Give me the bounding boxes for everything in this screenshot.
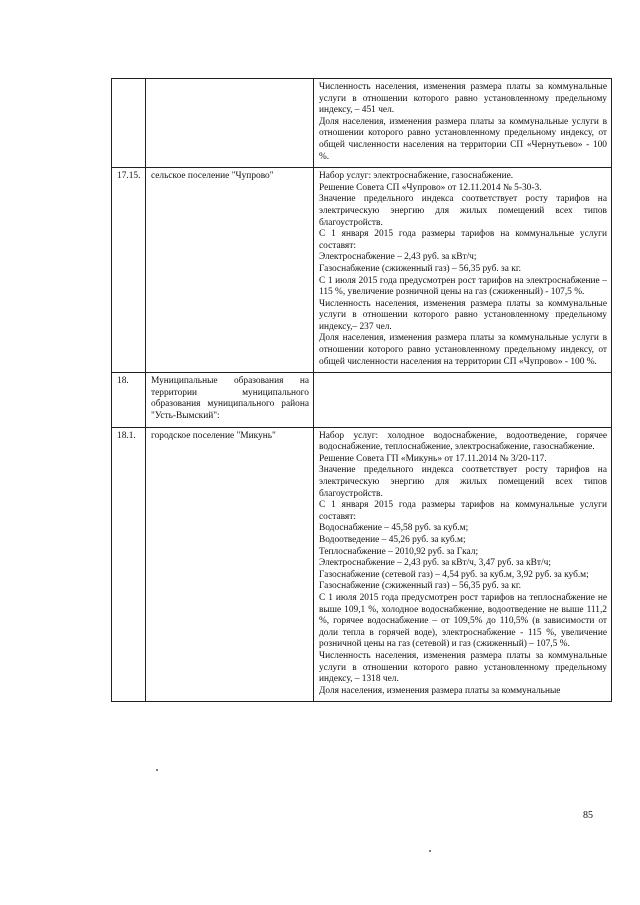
table-row [112,168,612,373]
municipality-cell: Муниципальные образования на территории муниципального образования муниципального района "Усть-Вымский": [146,373,314,427]
row-number-cell: 17.15. [112,168,146,373]
municipality-cell: сельское поселение "Чупрово" [146,168,314,373]
content-paragraph: Доля населения, изменения размера платы за коммунальные услуги в отношении которого равно установленному предельному индексу, от общей численности населения на территории СП «Чернутьево» - 100 %. [319,116,607,162]
table-body [112,79,612,702]
content-paragraph: Решение Совета ГП «Микунь» от 17.11.2014 № 3/20-117. [319,453,547,464]
content-cell [314,427,612,702]
content-paragraph: Значение предельного индекса соответствует росту тарифов на электрическую энергию для жилых помещений всех типов благоустройств. [319,465,607,499]
content-paragraph: Численность населения, изменения размера платы за коммунальные услуги в отношении которого равно установленному предельному индексу, – 1318 чел. [319,650,607,685]
content-paragraph: Доля населения, изменения размера платы за коммунальные [319,685,561,696]
row-number-cell: 18.1. [112,427,146,702]
content-paragraph: Электроснабжение – 2,43 руб. за кВт/ч, 3,47 руб. за кВт/ч; [319,558,551,569]
content-cell [314,79,612,168]
row-number-cell: 18. [112,373,146,427]
content-paragraph: Значение предельного индекса соответствует росту тарифов на электрическую энергию для жилых помещений всех типов благоустройств. [319,194,607,228]
content-cell [314,168,612,373]
content-paragraph: Теплоснабжение – 2010,92 руб. за Гкал; [319,546,479,557]
content-paragraph: Численность населения, изменения размера платы за коммунальные услуги в отношении которого равно установленному предельному индексу,– 237 чел. [319,298,607,332]
table-row [112,79,612,168]
content-paragraph: С 1 июля 2015 года предусмотрен рост тарифов на теплоснабжение не выше 109,1 %, холодное водоснабжение, водоотведение не выше 111,2 %, горячее водоснабжение – от 109,5% до 110,5% (в зависимости от доли тепла в горячей воде), электроснабжение - 115 %, увеличение розничной цены на газ (сетевой) и газ (сжиженный) – 107,5 %. [319,592,607,650]
row-number-cell [112,79,146,168]
content-paragraph: Набор услуг: холодное водоснабжение, водоотведение, горячее водоснабжение, теплоснабжение, электроснабжение, газоснабжение. [319,430,607,453]
scan-speck [156,769,158,771]
content-paragraph: Водоотведение – 45,26 руб. за куб.м; [319,534,466,545]
scan-speck [429,850,431,852]
page-number: 85 [583,810,593,821]
content-paragraph: С 1 января 2015 года размеры тарифов на коммунальные услуги составят: [319,500,607,522]
content-paragraph: Газоснабжение (сжиженный газ) – 56,35 руб. за кг. [319,581,521,592]
content-paragraph: Электроснабжение – 2,43 руб. за кВт/ч; [319,252,477,263]
content-paragraph: С 1 июля 2015 года предусмотрен рост тарифов на электроснабжение – 115 %, увеличение розничной цены на газ (сжиженный) - 107,5 %. [319,275,607,298]
content-paragraph: Численность населения, изменения размера платы за коммунальные услуги в отношении которого равно установленному предельному индексу, – 451 чел. [319,82,607,116]
table-row [112,373,612,427]
content-paragraph: С 1 января 2015 года размеры тарифов на коммунальные услуги составят: [319,229,607,251]
table-row [112,427,612,702]
content-paragraph: Решение Совета СП «Чупрово» от 12.11.2014 № 5-30-3. [319,182,542,193]
content-cell [314,373,612,427]
municipality-cell: городское поселение "Микунь" [146,427,314,702]
tariff-table [111,78,612,702]
content-paragraph: Газоснабжение (сжиженный газ) – 56,35 руб. за кг. [319,263,521,274]
content-paragraph: Газоснабжение (сетевой газ) – 4,54 руб. за куб.м, 3,92 руб. за куб.м; [319,569,589,580]
municipality-cell [146,79,314,168]
content-paragraph: Доля населения, изменения размера платы за коммунальные услуги в отношении которого равно установленному предельному индексу, от общей численности населения на территории СП «Чупрово» - 100 %. [319,333,607,367]
content-paragraph: Водоснабжение – 45,58 руб. за куб.м; [319,523,469,534]
content-paragraph: Набор услуг: электроснабжение, газоснабжение. [319,171,514,182]
